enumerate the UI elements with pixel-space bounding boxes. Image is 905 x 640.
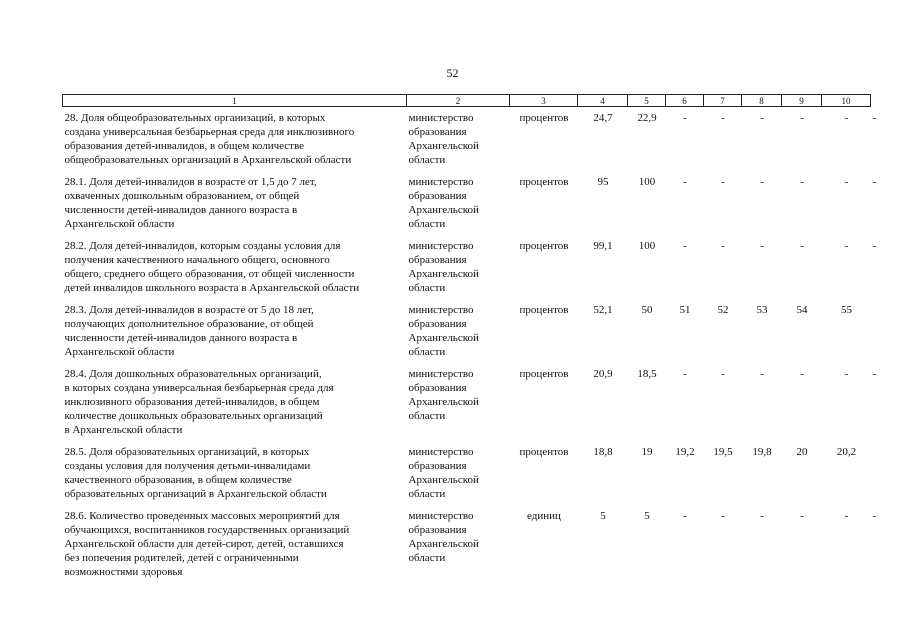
indicator-name-cell [63, 299, 407, 363]
responsible-line: Архангельской [408, 140, 479, 152]
value-cell: 52,1 [593, 304, 613, 316]
responsible-line: образования [408, 318, 467, 330]
indicator-name-line: Архангельской области [64, 346, 175, 358]
value-cell: 5 [644, 510, 650, 522]
responsible-line: области [408, 410, 446, 422]
value-cell: - [721, 240, 725, 252]
indicators-table [62, 94, 877, 583]
value-cell: - [721, 112, 725, 124]
indicator-name-cell [63, 171, 407, 235]
value-cell: 19,5 [713, 446, 733, 458]
value-cell: 53 [756, 304, 768, 316]
indicator-name-line: 28. Доля общеобразовательных организаций, в которых [64, 112, 326, 124]
value-cell: - [683, 368, 687, 380]
responsible-line: образования [408, 460, 467, 472]
indicator-name-line: количестве дошкольных образовательных организаций [64, 410, 323, 422]
indicator-name-line: 28.1. Доля детей-инвалидов в возрасте от 1,5 до 7 лет, [64, 176, 317, 188]
value-cell: - [844, 112, 849, 124]
value-cell: - [800, 240, 804, 252]
indicator-name-line: детей инвалидов школьного возраста в Архангельской области [64, 282, 360, 294]
unit-cell: процентов [519, 304, 569, 316]
table-row: 28.6. Количество проведенных массовых мероприятий для обучающихся, воспитанников государственных организаций Архангельской области для детей-сирот, детей, оставшихся без попечения родителей, детей с ограниченными возможностями здоровья министерство образования Архангельской области единиц 5 5 - - - - - - [63, 505, 871, 583]
column-header: 2 [407, 95, 510, 107]
value-cell: - [760, 112, 764, 124]
indicator-name-line: численности детей-инвалидов данного возраста в [64, 204, 298, 216]
value-cell: 5 [600, 510, 606, 522]
column-header: 1 [63, 95, 407, 107]
responsible-cell [407, 441, 510, 505]
responsible-cell [407, 171, 510, 235]
value-cell: 20,9 [593, 368, 613, 380]
table-row: 28.2. Доля детей-инвалидов, которым созданы условия для получения качественного начального общего, основного общего, среднего общего образования, от общей численности детей инвалидов школьного возраста в Архангельской области министерство образования Архангельской области процентов 99,1 100 - - - - - - [63, 235, 871, 299]
indicator-name-line: получающих дополнительное образование, от общей [64, 318, 314, 330]
value-cell: - [683, 510, 687, 522]
responsible-line: министерство [408, 112, 474, 124]
indicator-name-line: образования детей-инвалидов, в общем количестве [64, 140, 304, 152]
indicator-name-line: качественного образования, в общем количестве [64, 474, 292, 486]
indicator-name-line: создана универсальная безбарьерная среда для инклюзивного [64, 126, 355, 138]
value-cell: - [683, 240, 687, 252]
responsible-line: Архангельской [408, 538, 479, 550]
value-cell: - [844, 240, 849, 252]
value-cell: - [683, 176, 687, 188]
value-cell: 20,2 [836, 446, 857, 458]
responsible-line: области [408, 488, 446, 500]
value-cell: 22,9 [637, 112, 657, 124]
responsible-cell [407, 299, 510, 363]
indicator-name-line: образовательных организаций в Архангельской области [64, 488, 327, 500]
value-cell: - [760, 240, 764, 252]
value-cell: 20 [796, 446, 808, 458]
value-cell: 99,1 [593, 240, 613, 252]
responsible-line: министерство [408, 446, 474, 458]
column-header: 6 [666, 95, 704, 107]
indicator-name-line: общеобразовательных организаций в Архангельской области [64, 154, 352, 166]
table-header-row [63, 95, 871, 107]
responsible-line: министерство [408, 176, 474, 188]
column-header: 8 [742, 95, 782, 107]
indicator-name-cell [63, 235, 407, 299]
indicator-name-line: без попечения родителей, детей с ограниченными [64, 552, 299, 564]
value-cell: 52 [717, 304, 729, 316]
responsible-line: Архангельской [408, 204, 479, 216]
value-cell: - [760, 510, 764, 522]
responsible-line: министерство [408, 240, 474, 252]
value-cell: - [721, 176, 725, 188]
responsible-cell [407, 235, 510, 299]
column-header: 5 [628, 95, 666, 107]
value-cell: 18,5 [637, 368, 657, 380]
value-cell: 55 [841, 304, 852, 316]
responsible-line: Архангельской [408, 332, 479, 344]
responsible-line: Архангельской [408, 474, 479, 486]
indicator-name-line: обучающихся, воспитанников государственных организаций [64, 524, 350, 536]
indicator-name-line: в Архангельской области [64, 424, 183, 436]
table-row [63, 441, 871, 505]
value-cell: - [683, 112, 687, 124]
value-cell: 95 [597, 176, 609, 188]
indicator-name-line: инклюзивного образования детей-инвалидов, в общем [64, 396, 320, 408]
responsible-line: области [408, 154, 446, 166]
responsible-line: области [408, 282, 446, 294]
value-cell: - [800, 176, 804, 188]
value-cell: - [844, 510, 849, 522]
responsible-cell [407, 505, 510, 583]
value-cell: - [721, 510, 725, 522]
indicator-name-line: 28.5. Доля образовательных организаций, в которых [64, 446, 310, 458]
responsible-line: области [408, 218, 446, 230]
indicator-name-line: общего, среднего общего образования, от общей численности [64, 268, 355, 280]
indicator-name-cell [63, 363, 407, 441]
value-cell: - [760, 368, 764, 380]
unit-cell: процентов [519, 176, 569, 188]
value-cell: 19,2 [675, 446, 695, 458]
responsible-cell [407, 107, 510, 172]
responsible-line: министерство [408, 304, 474, 316]
indicator-name-line: возможностями здоровья [64, 566, 183, 578]
responsible-line: Архангельской [408, 396, 479, 408]
value-cell: 54 [796, 304, 808, 316]
table-row [63, 299, 871, 363]
value-cell: 19,8 [752, 446, 772, 458]
indicator-name-line: 28.4. Доля дошкольных образовательных организаций, [64, 368, 322, 380]
indicator-name-cell [63, 107, 407, 172]
indicator-name-line: Архангельской области [64, 218, 175, 230]
value-cell: 19 [641, 446, 653, 458]
unit-cell: единиц [527, 510, 561, 522]
unit-cell: процентов [519, 112, 569, 124]
value-cell: - [760, 176, 764, 188]
value-cell: - [844, 368, 849, 380]
unit-cell: процентов [519, 446, 569, 458]
responsible-cell [407, 363, 510, 441]
column-header: 10 [822, 95, 871, 107]
indicator-name-line: 28.6. Количество проведенных массовых мероприятий для [64, 510, 340, 522]
unit-cell: процентов [519, 240, 569, 252]
indicator-name-line: охваченных дошкольным образованием, от общей [64, 190, 300, 202]
table-row: 28. Доля общеобразовательных организаций, в которых создана универсальная безбарьерная среда для инклюзивного образования детей-инвалидов, в общем количестве общеобразовательных организаций в Архангельской области министерство образования Архангельской области процентов 24,7 22,9 - - - - - - [63, 107, 871, 172]
value-cell: 100 [638, 176, 656, 188]
indicator-name-line: созданы условия для получения детьми-инвалидами [64, 460, 311, 472]
indicator-name-line: Архангельской области для детей-сирот, детей, оставшихся [64, 538, 344, 550]
unit-cell: процентов [519, 368, 569, 380]
indicator-name-cell [63, 441, 407, 505]
responsible-line: образования [408, 126, 467, 138]
table-row: 28.1. Доля детей-инвалидов в возрасте от 1,5 до 7 лет, охваченных дошкольным образованием, от общей численности детей-инвалидов данного возраста в Архангельской области министерство образования Архангельской области процентов 95 100 - - - - - - [63, 171, 871, 235]
indicator-name-line: получения качественного начального общего, основного [64, 254, 330, 266]
value-cell: 51 [679, 304, 691, 316]
table-row: 28.4. Доля дошкольных образовательных организаций, в которых создана универсальная безбарьерная среда для инклюзивного образования детей-инвалидов, в общем количестве дошкольных образовательных организаций в Архангельской области министерство образования Архангельской области процентов 20,9 18,5 - - - - - - [63, 363, 871, 441]
responsible-line: области [408, 346, 446, 358]
page-number: 52 [446, 66, 459, 80]
value-cell: - [800, 510, 804, 522]
value-cell: - [800, 112, 804, 124]
value-cell: 50 [641, 304, 653, 316]
column-header: 9 [782, 95, 822, 107]
indicator-name-line: в которых создана универсальная безбарьерная среда для [64, 382, 334, 394]
value-cell: 24,7 [593, 112, 613, 124]
indicator-name-line: 28.3. Доля детей-инвалидов в возрасте от 5 до 18 лет, [64, 304, 314, 316]
value-cell: - [844, 176, 849, 188]
responsible-line: образования [408, 382, 467, 394]
value-cell: 100 [638, 240, 656, 252]
indicator-name-cell [63, 505, 407, 583]
indicator-name-line: 28.2. Доля детей-инвалидов, которым созданы условия для [64, 240, 341, 252]
column-header: 3 [510, 95, 578, 107]
responsible-line: министерство [408, 510, 474, 522]
responsible-line: министерство [408, 368, 474, 380]
column-header: 4 [578, 95, 628, 107]
responsible-line: области [408, 552, 446, 564]
value-cell: 18,8 [593, 446, 613, 458]
responsible-line: образования [408, 254, 467, 266]
indicator-name-line: численности детей-инвалидов данного возраста в [64, 332, 298, 344]
responsible-line: образования [408, 524, 467, 536]
column-header: 7 [704, 95, 742, 107]
responsible-line: Архангельской [408, 268, 479, 280]
value-cell: - [721, 368, 725, 380]
responsible-line: образования [408, 190, 467, 202]
value-cell: - [800, 368, 804, 380]
